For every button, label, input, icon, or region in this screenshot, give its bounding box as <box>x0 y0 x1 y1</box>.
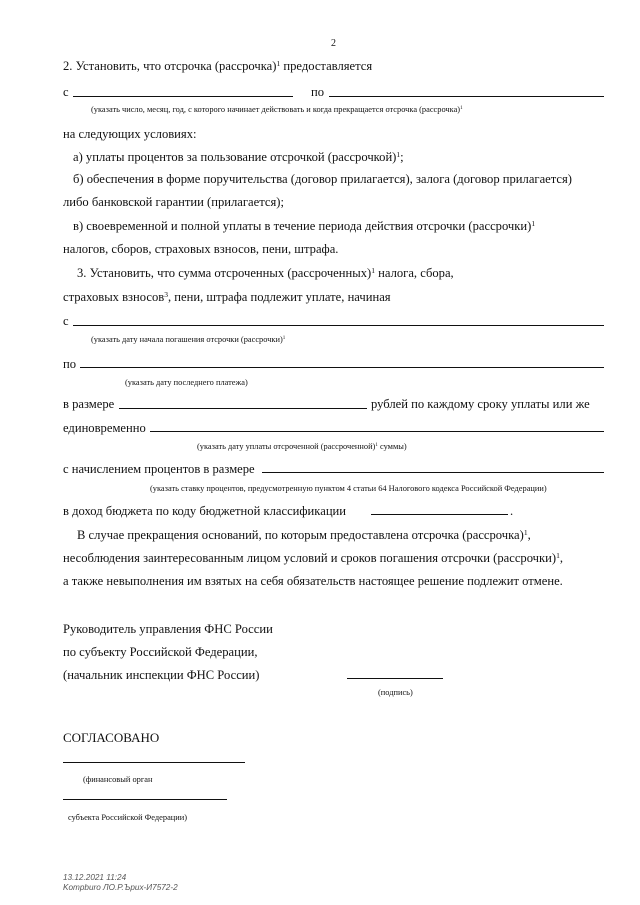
budget-period: . <box>510 504 514 518</box>
signature-blank[interactable] <box>347 678 443 679</box>
fin-body-blank-2[interactable] <box>63 799 227 800</box>
condition-b-line1: б) обеспечения в форме поручительства (договор прилагается), залога (договор прилагается) <box>73 172 572 186</box>
clause-3-line2: страховых взносов$^3$, пени, штрафа подлежит уплате, начиная <box>63 289 391 304</box>
period-from-blank[interactable] <box>73 96 293 97</box>
condition-b-line2: либо банковской гарантии (прилагается); <box>63 195 284 209</box>
print-file-id: Kompburo ЛО.Р.Ърих-И7572-2 <box>63 883 178 892</box>
signature-hint: (подпись) <box>378 688 413 697</box>
amount-suffix: рублей по каждому сроку уплаты или же <box>371 397 590 411</box>
one-time-label: единовременно <box>63 421 146 435</box>
amount-prefix: в размере <box>63 397 115 411</box>
head-title-line1: Руководитель управления ФНС России <box>63 622 273 636</box>
fin-body-hint-line2: субъекта Российской Федерации) <box>68 813 188 822</box>
period-hint: (указать число, месяц, год, с которого начинает действовать и когда прекращается отсрочка (рассрочка)$^1$ <box>91 105 463 114</box>
interest-blank[interactable] <box>262 472 604 473</box>
budget-code-blank[interactable] <box>371 514 508 515</box>
one-time-blank[interactable] <box>150 431 604 432</box>
termination-line3: а также невыполнения им взятых на себя обязательств настоящее решение подлежит отмене. <box>63 574 563 588</box>
budget-label: в доход бюджета по коду бюджетной классификации <box>63 504 347 518</box>
interest-label: с начислением процентов в размере <box>63 462 255 476</box>
termination-line1: В случае прекращения оснований, по которым предоставлена отсрочка (рассрочка)$^1$, <box>77 527 531 542</box>
termination-line2: несоблюдения заинтересованным лицом условий и сроков погашения отсрочки (рассрочки)$^1$, <box>63 550 564 565</box>
period-from-label: с <box>63 85 69 99</box>
head-title-line3: (начальник инспекции ФНС России) <box>63 668 260 682</box>
last-payment-hint: (указать дату последнего платежа) <box>125 378 248 387</box>
period-to-label: по <box>311 85 325 99</box>
period-to-blank[interactable] <box>329 96 604 97</box>
interest-hint: (указать ставку процентов, предусмотренную пунктом 4 статьи 64 Налогового кодекса Российской Федерации) <box>150 484 547 493</box>
condition-a: а) уплаты процентов за пользование отсрочкой (рассрочкой)$^1$; <box>73 149 404 164</box>
last-payment-label: по <box>63 357 77 371</box>
last-payment-blank[interactable] <box>80 367 604 368</box>
start-date-hint: (указать дату начала погашения отсрочки (рассрочки)$^1$ <box>91 335 286 344</box>
conditions-label: на следующих условиях: <box>63 127 197 141</box>
fin-body-hint-line1: (финансовый орган <box>83 775 153 784</box>
page-number: 2 <box>331 38 336 49</box>
clause-3-line1: 3. Установить, что сумма отсроченных (рассроченных)$^1$ налога, сбора, <box>77 265 454 280</box>
fin-body-blank-1[interactable] <box>63 762 245 763</box>
print-timestamp: 13.12.2021 11:24 <box>63 873 127 882</box>
condition-c-line2: налогов, сборов, страховых взносов, пени, штрафа. <box>63 242 339 256</box>
clause-2-heading: 2. Установить, что отсрочка (рассрочка)$^1$ предоставляется <box>63 58 373 73</box>
start-date-blank[interactable] <box>73 325 604 326</box>
amount-blank[interactable] <box>119 408 367 409</box>
agreed-heading: СОГЛАСОВАНО <box>63 730 160 745</box>
head-title-line2: по субъекту Российской Федерации, <box>63 645 258 659</box>
condition-c-line1: в) своевременной и полной уплаты в течение периода действия отсрочки (рассрочки)$^1$ <box>73 218 536 233</box>
one-time-hint: (указать дату уплаты отсроченной (рассроченной)$^1$ суммы) <box>197 442 407 451</box>
start-date-label: с <box>63 314 69 328</box>
